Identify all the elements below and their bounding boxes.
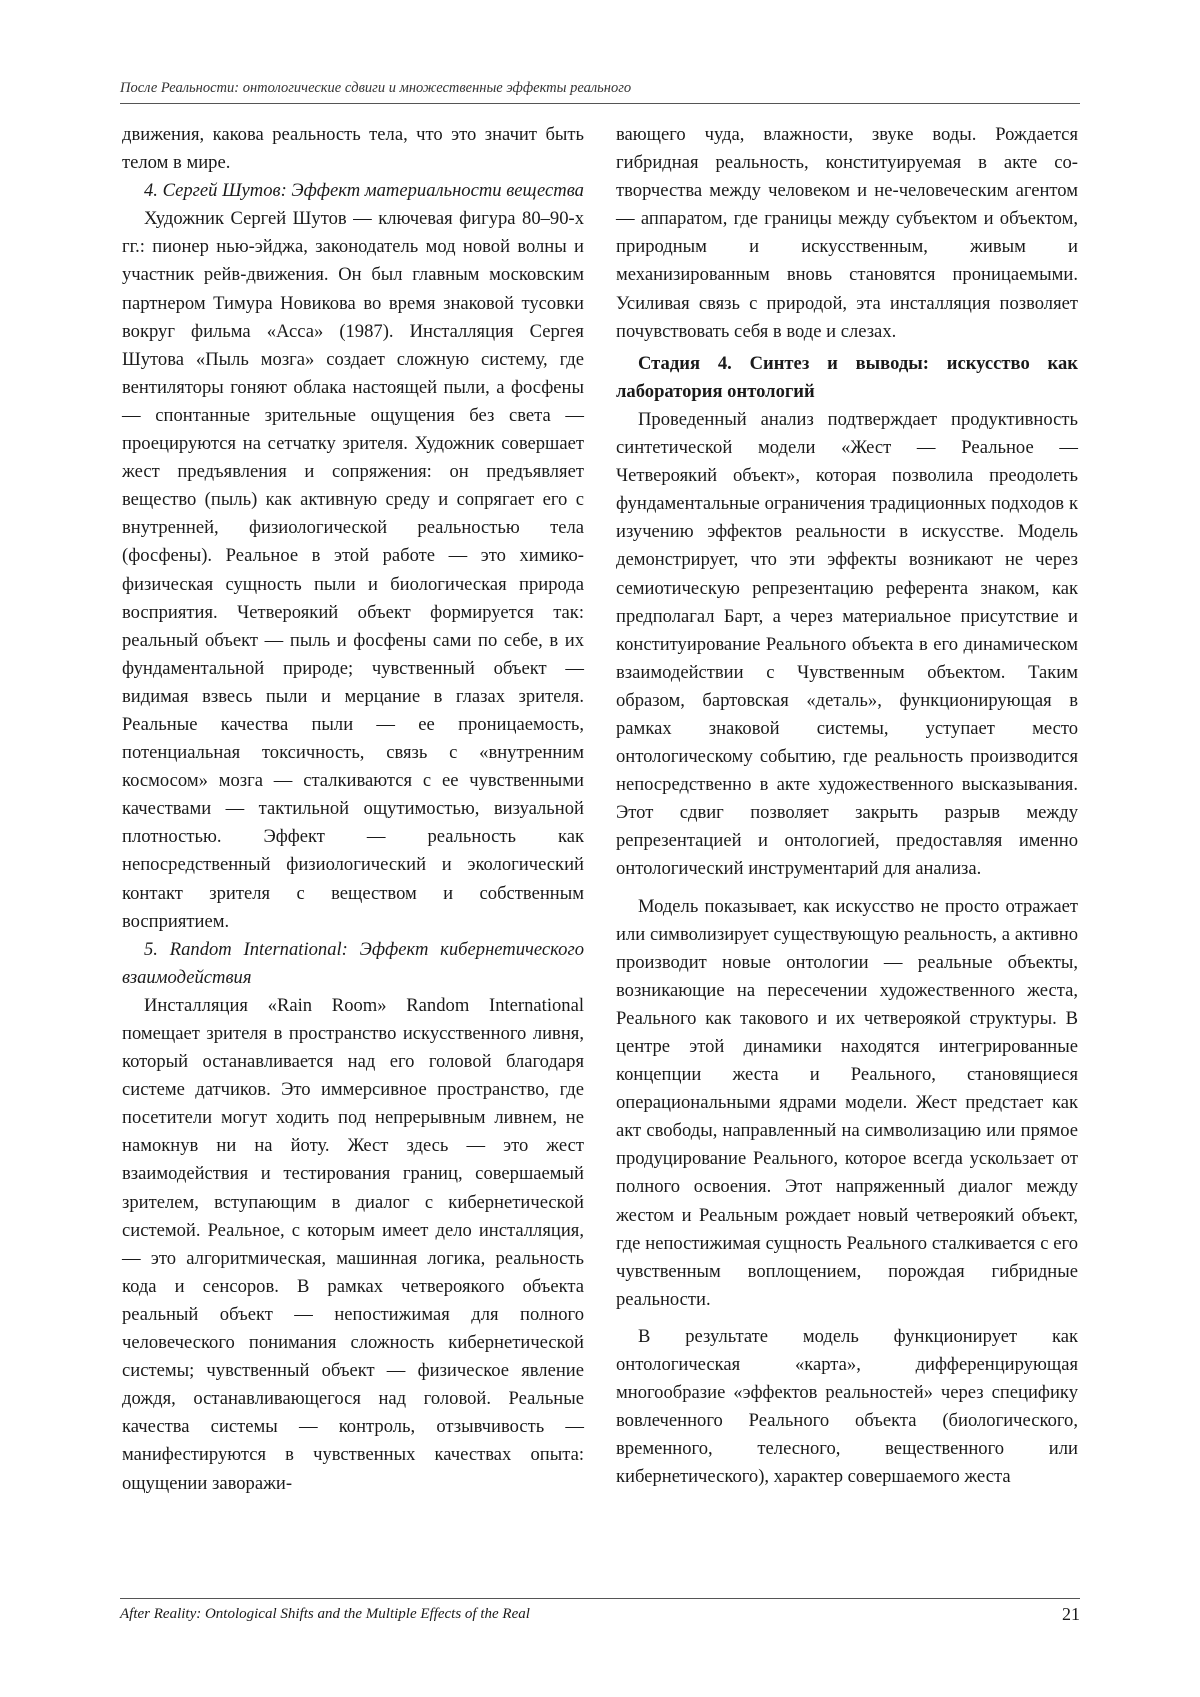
paragraph-shutov: Художник Сергей Шутов — ключевая фигура 80–90-х гг.: пионер нью-эйджа, законодатель мод новой волны и участник рейв-движения. Он был главным московским партнером Тимура Новикова во время знаковой тусовки вокруг фильма «Асса» (1987). Инсталляция Сергея Шутова «Пыль мозга» создает сложную систему, где вентиляторы гоняют облака настоящей пыли, а фосфены — спонтанные зрительные ощущения без света — проецируются на сетчатку зрителя. Художник совершает жест предъявления и сопряжения: он предъявляет вещество (пыль) как активную среду и сопрягает его с внутренней, физиологической реальностью тела (фосфены). Реальное в этой работе — это химико-физическая сущность пыли и биологическая природа восприятия. Четвероякий объект формируется так: реальный объект — пыль и фосфены сами по себе, в их фундаментальной природе; чувственный объект — видимая взвесь пыли и мерцание в глазах зрителя. Реальные качества пыли — ее проницаемость, потенциальная токсичность, связь с «внутренним космосом» мозга — сталкиваются с ее чувственными качествами — тактильной ощутимостью, визуальной плотностью. Эффект — реальность как непосредственный физиологический и экологический контакт зрителя с веществом и собственным восприятием. [122, 208, 584, 932]
paragraph-continuation-right: вающего чуда, влажности, звуке воды. Рождается гибридная реальность, конституируемая в акте со-творчества между человеком и не-человеческим агентом — аппаратом, где границы между субъектом и объектом, природным и искусственным, живым и механизированным вновь становятся проницаемыми. Усиливая связь с природой, эта инсталляция позволяет почувствовать себя в воде и слезах. [616, 124, 1078, 342]
paragraph-rain-room: Инсталляция «Rain Room» Random International помещает зрителя в пространство искусственного ливня, который останавливается над его головой благодаря системе датчиков. Это иммерсивное пространство, где посетители могут ходить под непрерывным ливнем, не намокнув ни на йоту. Жест здесь — это жест взаимодействия и тестирования границ, совершаемый зрителем, вступающим в диалог с кибернетической системой. Реальное, с которым имеет дело инсталляция, — это алгоритмическая, машинная логика, реальность кода и сенсоров. В рамках четвероякого объекта реальный объект — непостижимая для полного человеческого понимания сложность кибернетической системы; чувственный объект — физическое явление дождя, останавливающегося над головой. Реальные качества системы — контроль, отзывчивость — манифестируются в чувственных качествах опыта: ощущении заворажи- [122, 994, 584, 1494]
header-rule [120, 103, 1080, 104]
paragraph-continuation: движения, какова реальность тела, что это значит быть телом в мире. [122, 124, 584, 174]
running-head: После Реальности: онтологические сдвиги и множественные эффекты реального [120, 80, 632, 96]
left-column [122, 121, 584, 1498]
footer-rule [120, 1598, 1080, 1599]
footer-english-title: After Reality: Ontological Shifts and the Multiple Effects of the Real [120, 1606, 530, 1622]
page-number: 21 [1062, 1604, 1080, 1624]
section-heading-random-international: 5. Random International: Эффект кибернетического взаимодействия [122, 938, 584, 988]
stage-4-heading: Стадия 4. Синтез и выводы: искусство как лаборатория онтологий [616, 352, 1078, 402]
paragraph-model: Модель показывает, как искусство не просто отражает или символизирует существующую реальность, а активно производит новые онтологии — реальные объекты, возникающие на пересечении художественного жеста, Реального как такового и их четвероякой структуры. В центре этой динамики находятся интегрированные концепции жеста и Реального, становящиеся операциональными ядрами модели. Жест предстает как акт свободы, направленный на символизацию или прямое продуцирование Реального, которое всегда ускользает от полного освоения. Этот напряженный диалог между жестом и Реальным рождает новый четвероякий объект, где непостижимая сущность Реального сталкивается с его чувственным воплощением, порождая гибридные реальности. [616, 895, 1078, 1310]
paragraph-analysis: Проведенный анализ подтверждает продуктивность синтетической модели «Жест — Реальное — Четвероякий объект», которая позволила преодолеть фундаментальные ограничения традиционных подходов к изучению эффектов реальности в искусстве. Модель демонстрирует, что эти эффекты возникают не через семиотическую репрезентацию референта знаком, как предполагал Барт, а через материальное присутствие и конституирование Реального объекта в его динамическом взаимодействии с Чувственным объектом. Таким образом, бартовская «деталь», функционирующая в рамках знаковой системы, уступает место онтологическому событию, где реальность производится непосредственно в акте художественного высказывания. Этот сдвиг позволяет закрыть разрыв между репрезентацией и онтологией, предоставляя именно онтологический инструментарий для анализа. [616, 408, 1078, 880]
right-column [616, 121, 1078, 1492]
section-heading-shutov: 4. Сергей Шутов: Эффект материальности вещества [144, 180, 584, 202]
paragraph-result: В результате модель функционирует как онтологическая «карта», дифференцирующая многообразие «эффектов реальностей» через специфику вовлеченного Реального объекта (биологического, временного, телесного, вещественного или кибернетического), характер совершаемого жеста [616, 1325, 1078, 1488]
